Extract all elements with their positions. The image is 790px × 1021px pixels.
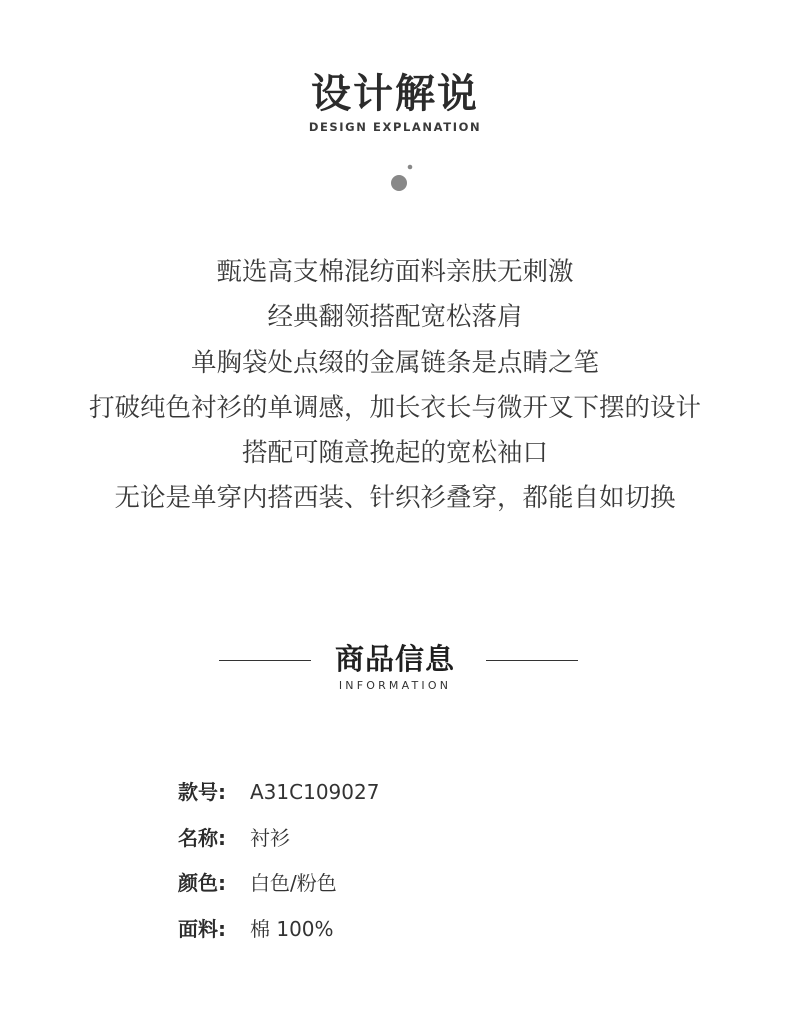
design-description — [0, 250, 790, 522]
spec-key: 面料: — [178, 916, 226, 941]
spec-row-fabric — [178, 909, 379, 955]
decorative-dots — [388, 160, 418, 196]
spec-row-color — [178, 863, 379, 909]
design-subtitle: DESIGN EXPLANATION — [308, 120, 482, 134]
large-dot — [391, 175, 407, 191]
spec-key: 款号: — [178, 780, 226, 804]
product-specs — [178, 772, 379, 954]
description-line: 打破纯色衬衫的单调感，加长衣长与微开叉下摆的设计 — [88, 392, 701, 423]
description-line: 搭配可随意挽起的宽松袖口 — [241, 438, 548, 469]
spec-value: 棉 100% — [250, 916, 334, 941]
description-line: 甄选高支棉混纺面料亲肤无刺激 — [216, 257, 574, 287]
description-line: 无论是单穿内搭西装、针织衫叠穿，都能自如切换 — [114, 483, 676, 514]
description-line: 经典翻领搭配宽松落肩 — [267, 302, 523, 333]
spec-value: 白色/粉色 — [250, 871, 337, 895]
description-line: 单胸袋处点缀的金属链条是点睛之笔 — [190, 347, 599, 378]
info-subtitle: INFORMATION — [338, 679, 452, 692]
spec-value: 衬衫 — [250, 825, 290, 850]
spec-row-name — [178, 818, 379, 864]
spec-key: 颜色: — [178, 871, 226, 895]
spec-value: A31C109027 — [250, 780, 380, 804]
design-title: 设计解说 — [311, 71, 479, 117]
spec-key: 名称: — [178, 825, 226, 850]
info-title: 商品信息 — [334, 642, 455, 676]
small-dot — [408, 165, 413, 170]
spec-row-style-number — [178, 772, 379, 818]
